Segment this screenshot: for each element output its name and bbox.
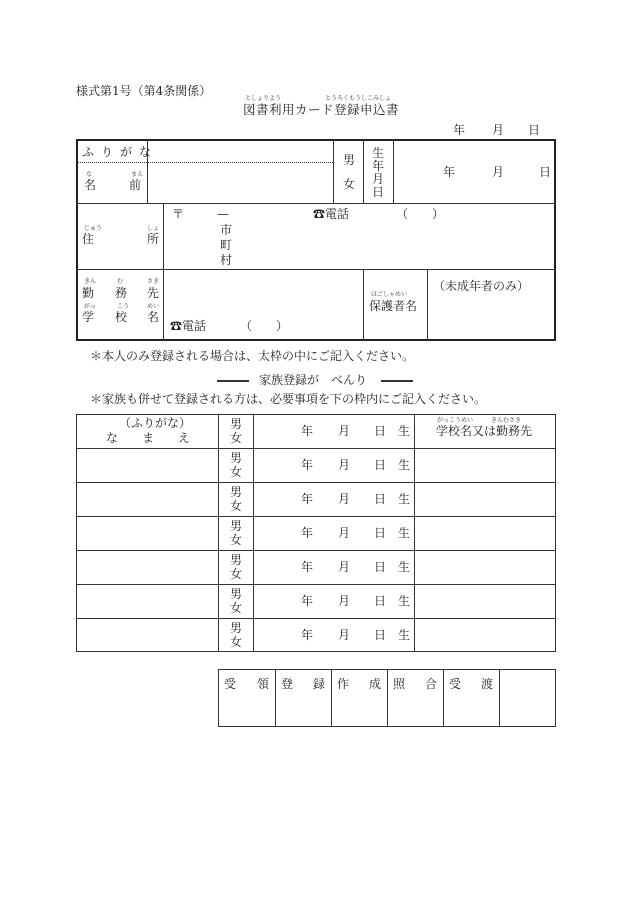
family-sex-female-option[interactable]: 女 bbox=[230, 601, 243, 615]
family-header-work-ruby: きんむさき bbox=[491, 417, 522, 424]
family-day-label: 日 bbox=[374, 594, 387, 608]
family-month-label: 月 bbox=[338, 526, 351, 540]
city-label-mura: 村 bbox=[220, 253, 233, 267]
name-ruby-na: な bbox=[86, 171, 93, 178]
family-sex-male-option[interactable]: 男 bbox=[230, 621, 243, 635]
name-label-2: 前 bbox=[129, 178, 142, 192]
address-label-2: 所 bbox=[147, 232, 160, 246]
family-year-label: 年 bbox=[301, 492, 314, 506]
birth-date-label: 生年月日 bbox=[371, 146, 384, 199]
family-school-work-input[interactable] bbox=[415, 585, 555, 618]
sex-female-option[interactable]: 女 bbox=[343, 177, 356, 191]
family-name-input[interactable] bbox=[77, 517, 217, 550]
office-label-first-char: 受 bbox=[449, 677, 462, 691]
family-name-input[interactable] bbox=[77, 619, 217, 652]
family-header-day: 日 bbox=[374, 424, 387, 438]
phone-icon: ☎ bbox=[313, 207, 326, 221]
school-label-2: 校 bbox=[115, 310, 128, 324]
family-month-label: 月 bbox=[338, 560, 351, 574]
family-year-label: 年 bbox=[301, 458, 314, 472]
family-year-label: 年 bbox=[301, 628, 314, 642]
family-name-input[interactable] bbox=[77, 449, 217, 482]
school-label-3: 名 bbox=[147, 310, 160, 324]
work-school-input[interactable] bbox=[164, 271, 362, 315]
family-header-year: 年 bbox=[301, 424, 314, 438]
family-school-work-input[interactable] bbox=[415, 619, 555, 652]
family-birth-label: 生 bbox=[398, 526, 411, 540]
family-sex-male-option[interactable]: 男 bbox=[230, 553, 243, 567]
title-ruby-moushikomi: とうろくもうしこみしょ bbox=[325, 95, 392, 102]
family-school-work-input[interactable] bbox=[415, 517, 555, 550]
birth-day-label: 日 bbox=[539, 165, 552, 179]
birth-month-label: 月 bbox=[492, 165, 505, 179]
guardian-label: 保護者名 bbox=[369, 299, 418, 313]
work-phone-parens: （ ） bbox=[240, 319, 289, 333]
family-sex-female-option[interactable]: 女 bbox=[230, 533, 243, 547]
work-label-3: 先 bbox=[147, 286, 160, 300]
date-month-label: 月 bbox=[492, 123, 505, 137]
family-birth-label: 生 bbox=[398, 492, 411, 506]
family-header-month: 月 bbox=[338, 424, 351, 438]
office-label-first-char: 照 bbox=[393, 677, 406, 691]
family-sex-female-option[interactable]: 女 bbox=[230, 635, 243, 649]
family-birth-label: 生 bbox=[398, 560, 411, 574]
family-header-female: 女 bbox=[230, 431, 243, 445]
office-label-second-char: 成 bbox=[369, 677, 382, 691]
office-label-second-char: 合 bbox=[425, 677, 438, 691]
work-phone-label: 電話 bbox=[182, 319, 207, 333]
address-ruby-sho: しょ bbox=[147, 225, 160, 232]
family-year-label: 年 bbox=[301, 594, 314, 608]
note-self-only: ＊本人のみ登録される場合は、太枠の中にご記入ください。 bbox=[90, 349, 415, 363]
family-sex-male-option[interactable]: 男 bbox=[230, 485, 243, 499]
note-family: ＊家族も併せて登録される方は、必要事項を下の枠内にご記入ください。 bbox=[90, 392, 487, 406]
phone-label: 電話 bbox=[325, 207, 350, 221]
date-year-label: 年 bbox=[453, 123, 466, 137]
work-label-2: 務 bbox=[115, 286, 128, 300]
family-header-name: な ま え bbox=[106, 431, 191, 445]
work-label-1: 勤 bbox=[82, 286, 95, 300]
birth-year-label: 年 bbox=[443, 165, 456, 179]
school-ruby-kou: こう bbox=[117, 303, 130, 310]
family-month-label: 月 bbox=[338, 458, 351, 472]
office-label-first-char: 登 bbox=[281, 677, 294, 691]
family-day-label: 日 bbox=[374, 458, 387, 472]
phone-parens: （ ） bbox=[396, 207, 445, 221]
sex-male-option[interactable]: 男 bbox=[343, 153, 356, 167]
date-day-label: 日 bbox=[528, 123, 541, 137]
family-month-label: 月 bbox=[338, 628, 351, 642]
postal-dash: — bbox=[217, 207, 229, 221]
family-sex-male-option[interactable]: 男 bbox=[230, 451, 243, 465]
form-number: 様式第1号（第4条関係） bbox=[76, 84, 212, 98]
minor-only-note: （未成年者のみ） bbox=[433, 279, 530, 293]
family-banner: 家族登録が べんり bbox=[259, 373, 368, 387]
page-title: 図書利用カード登録申込書 bbox=[243, 102, 400, 117]
family-day-label: 日 bbox=[374, 492, 387, 506]
city-label-machi: 町 bbox=[220, 238, 233, 252]
name-input[interactable] bbox=[148, 164, 332, 202]
guardian-name-input[interactable] bbox=[428, 296, 554, 339]
family-sex-male-option[interactable]: 男 bbox=[230, 587, 243, 601]
family-name-input[interactable] bbox=[77, 585, 217, 618]
office-label-second-char: 領 bbox=[257, 677, 270, 691]
family-year-label: 年 bbox=[301, 560, 314, 574]
family-name-input[interactable] bbox=[77, 551, 217, 584]
family-year-label: 年 bbox=[301, 526, 314, 540]
family-name-input[interactable] bbox=[77, 483, 217, 516]
address-input[interactable] bbox=[236, 206, 554, 268]
title-ruby-riyou: としょりよう bbox=[245, 95, 282, 102]
family-sex-male-option[interactable]: 男 bbox=[230, 519, 243, 533]
family-school-work-input[interactable] bbox=[415, 551, 555, 584]
office-label-second-char: 録 bbox=[313, 677, 326, 691]
family-school-work-input[interactable] bbox=[415, 449, 555, 482]
family-school-work-input[interactable] bbox=[415, 483, 555, 516]
family-birth-label: 生 bbox=[398, 458, 411, 472]
school-ruby-mei: めい bbox=[147, 303, 160, 310]
family-sex-female-option[interactable]: 女 bbox=[230, 499, 243, 513]
address-label-1: 住 bbox=[82, 232, 95, 246]
family-header-birth: 生 bbox=[398, 424, 411, 438]
address-ruby-ju: じゅう bbox=[84, 225, 103, 232]
furigana-input[interactable] bbox=[148, 141, 332, 161]
guardian-ruby: ほごしゃめい bbox=[371, 291, 408, 298]
work-ruby-saki: さき bbox=[147, 278, 160, 285]
family-day-label: 日 bbox=[374, 560, 387, 574]
family-header-furigana: （ふりがな） bbox=[119, 416, 192, 430]
city-label-shi: 市 bbox=[220, 223, 233, 237]
family-header-school-work: 学校名又は勤務先 bbox=[436, 424, 533, 438]
family-sex-female-option[interactable]: 女 bbox=[230, 465, 243, 479]
work-ruby-kin: きん bbox=[84, 278, 97, 285]
office-stamp-area[interactable] bbox=[219, 700, 555, 726]
family-header-school-ruby: がっこうめい bbox=[437, 417, 474, 424]
family-header-male: 男 bbox=[230, 417, 243, 431]
family-day-label: 日 bbox=[374, 628, 387, 642]
work-phone-icon: ☎ bbox=[170, 319, 183, 333]
postal-mark: 〒 bbox=[172, 207, 185, 221]
family-day-label: 日 bbox=[374, 526, 387, 540]
family-sex-female-option[interactable]: 女 bbox=[230, 567, 243, 581]
family-month-label: 月 bbox=[338, 594, 351, 608]
office-label-first-char: 作 bbox=[337, 677, 350, 691]
furigana-label: ふりがな bbox=[82, 145, 159, 159]
family-month-label: 月 bbox=[338, 492, 351, 506]
office-label-first-char: 受 bbox=[224, 677, 237, 691]
name-label-1: 名 bbox=[84, 178, 97, 192]
school-label-1: 学 bbox=[82, 310, 95, 324]
family-birth-label: 生 bbox=[398, 628, 411, 642]
work-ruby-mu: む bbox=[117, 278, 124, 285]
family-birth-label: 生 bbox=[398, 594, 411, 608]
name-ruby-mae: まえ bbox=[131, 171, 144, 178]
office-label-second-char: 渡 bbox=[481, 677, 494, 691]
school-ruby-gakko: がっ bbox=[84, 303, 97, 310]
